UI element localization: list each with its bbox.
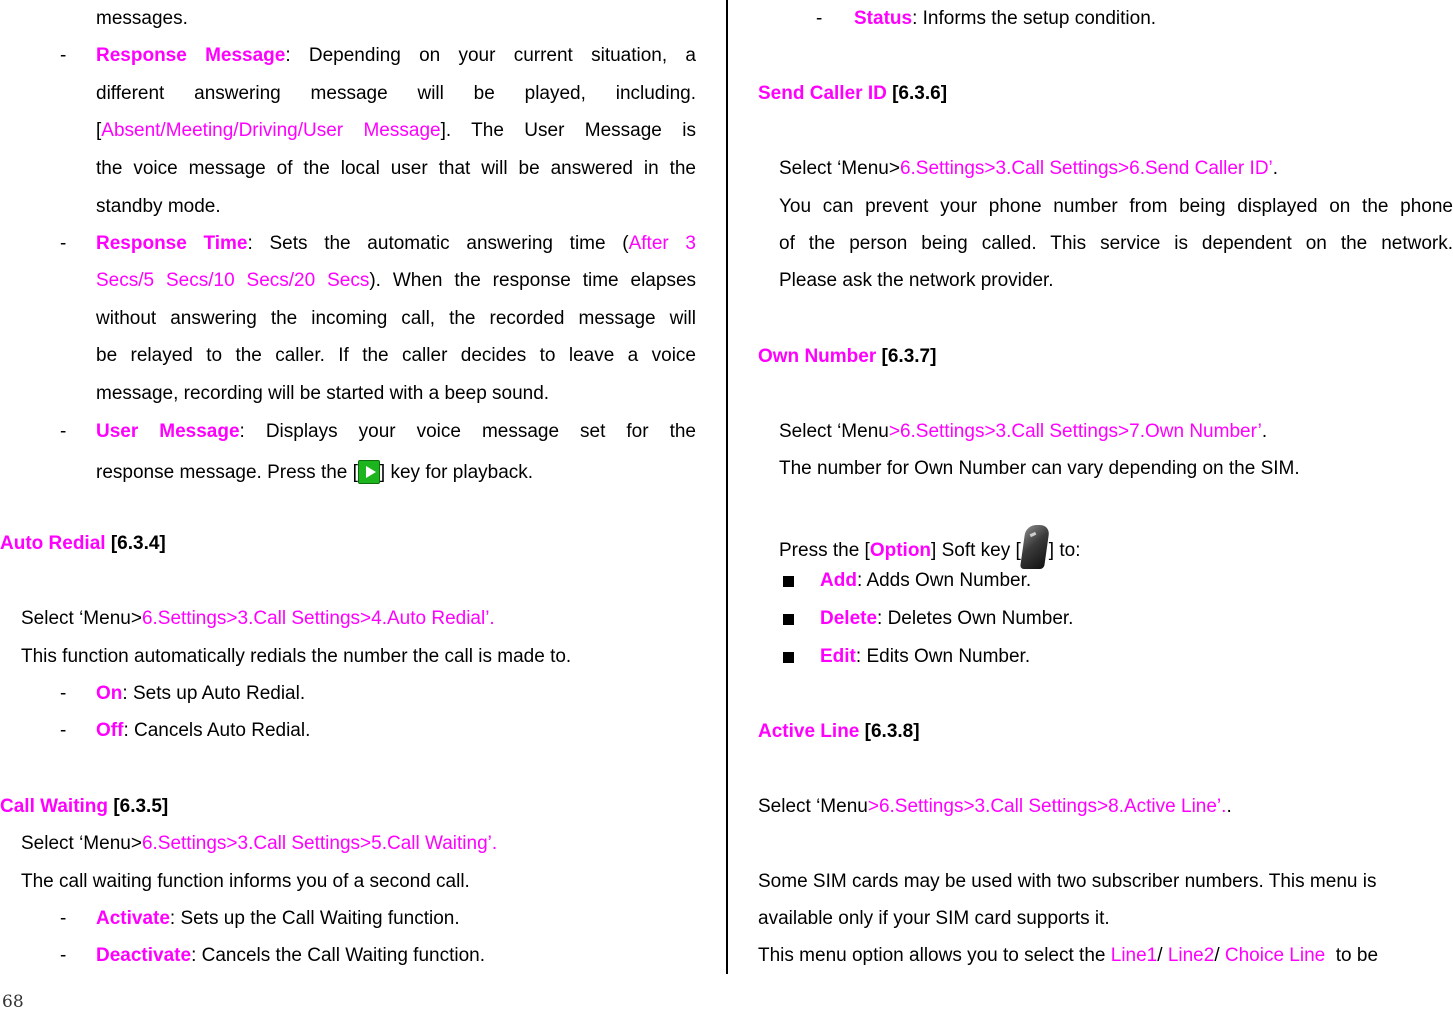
text-line: Select ‘Menu>6.Settings>3.Call Settings>8.Active Line’..: [758, 796, 1232, 817]
option-status: Status: Informs the setup condition.: [854, 8, 1157, 29]
option-delete: Delete: Deletes Own Number.: [820, 608, 1074, 629]
text-line: message, recording will be started with a beep sound.: [96, 383, 550, 404]
option-edit: Edit: Edits Own Number.: [820, 646, 1031, 667]
option-deactivate: Deactivate: Cancels the Call Waiting function.: [96, 945, 485, 966]
text-line: messages.: [96, 8, 188, 29]
column-divider: [726, 0, 728, 974]
line2-option: Line2: [1167, 945, 1215, 966]
own-number-heading: Own Number [6.3.7]: [758, 346, 937, 367]
option-add: Add: Adds Own Number.: [820, 570, 1032, 591]
text-line: The call waiting function informs you of a second call.: [21, 871, 470, 892]
soft-key-icon: [1021, 524, 1049, 570]
bullet-dash: -: [60, 945, 67, 966]
auto-redial-heading: Auto Redial [6.3.4]: [0, 533, 166, 554]
text-line: This menu option allows you to select the Line1/ Line2/ Choice Line to be: [758, 945, 1379, 966]
bullet-dash: -: [60, 720, 67, 741]
square-bullet-icon: [783, 614, 794, 625]
text-line: response message. Press the [ ] key for playback.: [96, 462, 534, 483]
text-line: without answering the incoming call, the recorded message will: [96, 308, 696, 329]
menu-path: 6.Settings>3.Call Settings>6.Send Caller ID’: [899, 158, 1273, 179]
choice-line-option: Choice Line: [1224, 945, 1326, 966]
option-softkey-label: Option: [869, 540, 932, 561]
text-line: You can prevent your phone number from being displayed on the phone: [779, 196, 1453, 217]
text-line: Select ‘Menu>6.Settings>3.Call Settings>6.Send Caller ID’.: [779, 158, 1279, 179]
text-line: available only if your SIM card supports it.: [758, 908, 1110, 929]
active-line-heading: Active Line [6.3.8]: [758, 721, 920, 742]
text-line: Please ask the network provider.: [779, 270, 1054, 291]
menu-path: 6.Settings>3.Call Settings>5.Call Waiting’.: [141, 833, 498, 854]
page-number: 68: [2, 992, 24, 1012]
menu-path: 6.Settings>3.Call Settings>4.Auto Redial’.: [141, 608, 495, 629]
response-message-line: Response Message: Depending on your current situation, a: [96, 45, 696, 66]
text-line: Some SIM cards may be used with two subscriber numbers. This menu is: [758, 871, 1377, 892]
menu-path: >6.Settings>3.Call Settings>7.Own Number’: [888, 421, 1262, 442]
user-message-term: User Message: [96, 421, 240, 442]
square-bullet-icon: [783, 652, 794, 663]
text-line: [Absent/Meeting/Driving/User Message]. The User Message is: [96, 120, 696, 141]
text-line: This function automatically redials the number the call is made to.: [21, 646, 572, 667]
bullet-dash: -: [60, 45, 67, 66]
menu-path: >6.Settings>3.Call Settings>8.Active Line’.: [867, 796, 1227, 817]
text-line: Select ‘Menu>6.Settings>3.Call Settings>5.Call Waiting’.: [21, 833, 498, 854]
option-on: On: Sets up Auto Redial.: [96, 683, 306, 704]
bullet-dash: -: [816, 8, 823, 29]
text-line: Secs/5 Secs/10 Secs/20 Secs). When the response time elapses: [96, 270, 697, 291]
response-message-term: Response Message: [96, 45, 286, 66]
send-caller-id-heading: Send Caller ID [6.3.6]: [758, 83, 948, 104]
bullet-dash: -: [60, 233, 67, 254]
text-line: standby mode.: [96, 196, 221, 217]
time-options: Secs/5 Secs/10 Secs/20 Secs: [96, 270, 370, 291]
line1-option: Line1: [1110, 945, 1158, 966]
response-time-term: Response Time: [96, 233, 248, 254]
text-line: Press the [Option] Soft key [ ] to:: [779, 524, 1080, 570]
text-line: of the person being called. This service is dependent on the network.: [779, 233, 1453, 254]
option-activate: Activate: Sets up the Call Waiting function.: [96, 908, 460, 929]
call-waiting-heading: Call Waiting [6.3.5]: [0, 796, 169, 817]
bullet-dash: -: [60, 683, 67, 704]
text-line: The number for Own Number can vary depending on the SIM.: [779, 458, 1300, 479]
text-line: the voice message of the local user that will be answered in the: [96, 158, 696, 179]
text-line: be relayed to the caller. If the caller decides to leave a voice: [96, 345, 696, 366]
text-line: Select ‘Menu>6.Settings>3.Call Settings>7.Own Number’.: [779, 421, 1268, 442]
bullet-dash: -: [60, 908, 67, 929]
text-line: Select ‘Menu>6.Settings>3.Call Settings>4.Auto Redial’.: [21, 608, 495, 629]
user-message-line: User Message: Displays your voice message set for the: [96, 421, 697, 442]
option-off: Off: Cancels Auto Redial.: [96, 720, 311, 741]
play-key-icon: [358, 460, 380, 484]
response-time-line: Response Time: Sets the automatic answering time (After 3: [96, 233, 696, 254]
bullet-dash: -: [60, 421, 67, 442]
message-options: Absent/Meeting/Driving/User Message: [101, 120, 441, 141]
text-line: different answering message will be played, including.: [96, 83, 696, 104]
square-bullet-icon: [783, 576, 794, 587]
